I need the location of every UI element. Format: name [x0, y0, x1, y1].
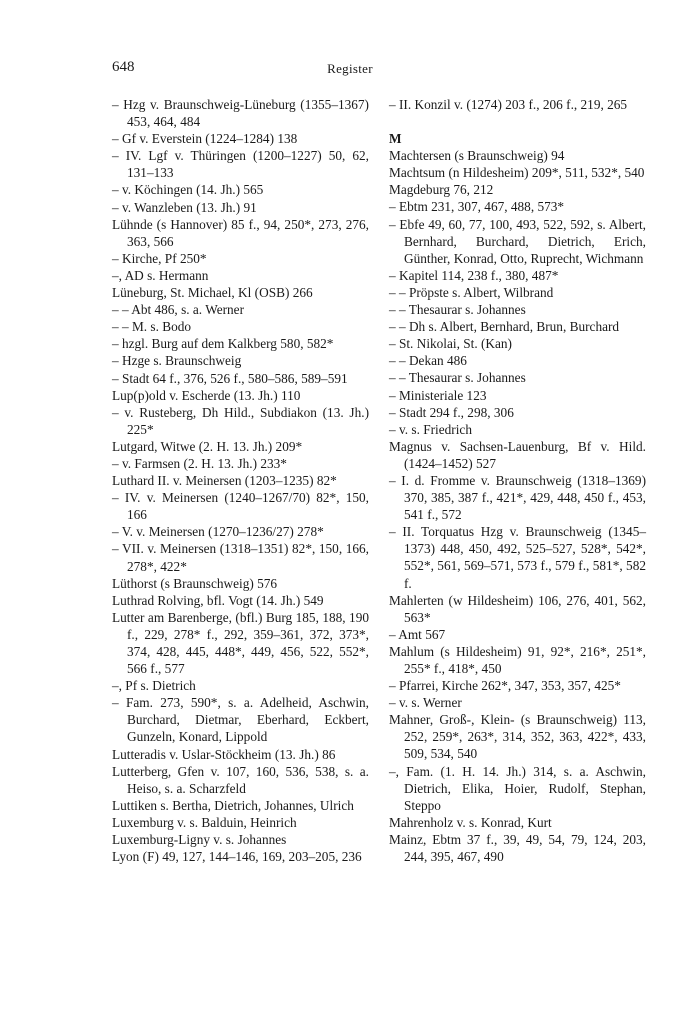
index-entry: – Ebfe 49, 60, 77, 100, 493, 522, 592, s. Albert, Bernhard, Burchard, Dietrich, Erich, Günther, Konrad, Otto, Ruprecht, Wichmann [389, 216, 646, 266]
index-entry: Lüthorst (s Braunschweig) 576 [112, 575, 278, 591]
index-entry: – – Thesaurar s. Johannes [389, 302, 526, 318]
index-entry: – Ministeriale 123 [389, 387, 487, 403]
index-entry: – – Abt 486, s. a. Werner [112, 302, 245, 318]
index-entry: – VII. v. Meinersen (1318–1351) 82*, 150, 166, 278*, 422* [112, 541, 369, 574]
index-column-left [112, 96, 369, 865]
index-entry: – Kapitel 114, 238 f., 380, 487* [389, 267, 559, 283]
index-entry: Lutteradis v. Uslar-Stöckheim (13. Jh.) 86 [112, 746, 336, 762]
index-entry: – II. Torquatus Hzg v. Braunschweig (1345–1373) 448, 450, 492, 525–527, 528*, 542*, 552*, 561, 569–571, 573 f., 579 f., 581*, 582 f. [389, 524, 646, 591]
index-entry: – Gf v. Everstein (1224–1284) 138 [112, 131, 298, 147]
index-entry: – – Thesaurar s. Johannes [389, 370, 526, 386]
index-entry: Luxemburg-Ligny v. s. Johannes [112, 832, 287, 848]
index-entry: Lühnde (s Hannover) 85 f., 94, 250*, 273, 276, 363, 566 [112, 216, 369, 249]
index-entry: – Fam. 273, 590*, s. a. Adelheid, Aschwin, Burchard, Dietmar, Eberhard, Eckbert, Gunzeln, Konard, Lippold [112, 695, 369, 745]
index-entry: – II. Konzil v. (1274) 203 f., 206 f., 219, 265 [389, 97, 628, 112]
index-entry: Machtersen (s Braunschweig) 94 [389, 148, 565, 164]
index-entry: – v. Köchingen (14. Jh.) 565 [112, 182, 264, 198]
section-letter: M [389, 131, 402, 147]
index-entry: Lüneburg, St. Michael, Kl (OSB) 266 [112, 285, 313, 301]
index-entry: Lutterberg, Gfen v. 107, 160, 536, 538, s. a. Heiso, s. a. Scharzfeld [112, 763, 369, 796]
index-entry: – – M. s. Bodo [112, 319, 192, 335]
index-entry: – V. v. Meinersen (1270–1236/27) 278* [112, 524, 324, 540]
index-entry: – Ebtm 231, 307, 467, 488, 573* [389, 199, 565, 215]
index-entry: –, Fam. (1. H. 14. Jh.) 314, s. a. Aschwin, Dietrich, Elika, Hoier, Rudolf, Stephan, Steppo [389, 763, 646, 813]
index-entry: – v. s. Werner [389, 695, 462, 711]
index-entry: – hzgl. Burg auf dem Kalkberg 580, 582* [112, 336, 334, 352]
index-entry: Luthrad Rolving, bfl. Vogt (14. Jh.) 549 [112, 592, 324, 608]
index-entry: Magdeburg 76, 212 [389, 182, 494, 198]
index-entry: – v. Wanzleben (13. Jh.) 91 [112, 199, 257, 215]
index-entry: –, Pf s. Dietrich [112, 678, 196, 694]
index-entry: – Stadt 64 f., 376, 526 f., 580–586, 589–591 [112, 370, 348, 386]
index-entry: Luttiken s. Bertha, Dietrich, Johannes, Ulrich [112, 797, 354, 813]
index-entry: – St. Nikolai, St. (Kan) [389, 336, 512, 352]
index-entry: –, AD s. Hermann [112, 267, 209, 283]
index-entry: Mahner, Groß-, Klein- (s Braunschweig) 113, 252, 259*, 263*, 314, 352, 363, 422*, 433, 509, 534, 540 [389, 712, 646, 762]
index-entry: – I. d. Fromme v. Braunschweig (1318–1369) 370, 385, 387 f., 421*, 429, 448, 450 f., 453, 541 f., 572 [389, 472, 646, 523]
index-entry: – Hzg v. Braunschweig-Lüneburg (1355–1367) 453, 464, 484 [112, 97, 369, 130]
index-entry: Lup(p)old v. Escherde (13. Jh.) 110 [112, 387, 301, 403]
index-entry: Luxemburg v. s. Balduin, Heinrich [112, 814, 297, 830]
index-entry: – v. Farmsen (2. H. 13. Jh.) 233* [112, 455, 287, 471]
page-number: 648 [112, 59, 135, 75]
running-head: Register [327, 61, 373, 76]
index-entry: – v. Rusteberg, Dh Hild., Subdiakon (13. Jh.) 225* [112, 404, 369, 437]
index-entry: – – Dh s. Albert, Bernhard, Brun, Burchard [389, 319, 620, 335]
index-entry: Lutgard, Witwe (2. H. 13. Jh.) 209* [112, 438, 303, 454]
index-entry: – v. s. Friedrich [389, 421, 472, 437]
index-entry: Machtsum (n Hildesheim) 209*, 511, 532*, 540 [389, 165, 645, 181]
index-entry: – IV. v. Meinersen (1240–1267/70) 82*, 150, 166 [112, 490, 369, 523]
index-entry: Lutter am Barenberge, (bfl.) Burg 185, 188, 190 f., 229, 278* f., 292, 359–361, 372, 373*, 374, 428, 445, 448*, 449, 456, 522, 552*, 566 f., 577 [112, 609, 369, 677]
index-entry: – Stadt 294 f., 298, 306 [389, 404, 514, 420]
index-entry: – – Dekan 486 [389, 353, 467, 369]
index-entry: Mahlum (s Hildesheim) 91, 92*, 216*, 251*, 255* f., 418*, 450 [389, 643, 646, 676]
index-entry: Mahlerten (w Hildesheim) 106, 276, 401, 562, 563* [389, 592, 646, 625]
index-entry: Mainz, Ebtm 37 f., 39, 49, 54, 79, 124, 203, 244, 395, 467, 490 [389, 831, 646, 865]
index-entry: – – Pröpste s. Albert, Wilbrand [389, 284, 554, 300]
index-entry: – Hzge s. Braunschweig [112, 353, 242, 369]
index-entry: – Kirche, Pf 250* [112, 250, 207, 266]
index-entry: Mahrenholz v. s. Konrad, Kurt [389, 814, 552, 830]
index-entry: Lyon (F) 49, 127, 144–146, 169, 203–205, 236 [112, 849, 362, 865]
index-entry: – IV. Lgf v. Thüringen (1200–1227) 50, 62, 131–133 [112, 148, 369, 181]
index-entry: – Amt 567 [389, 626, 446, 642]
index-entry: Magnus v. Sachsen-Lauenburg, Bf v. Hild. (1424–1452) 527 [389, 438, 646, 471]
index-column-right [389, 96, 646, 865]
index-entry: Luthard II. v. Meinersen (1203–1235) 82* [112, 473, 337, 489]
index-entry: – Pfarrei, Kirche 262*, 347, 353, 357, 425* [389, 678, 621, 694]
